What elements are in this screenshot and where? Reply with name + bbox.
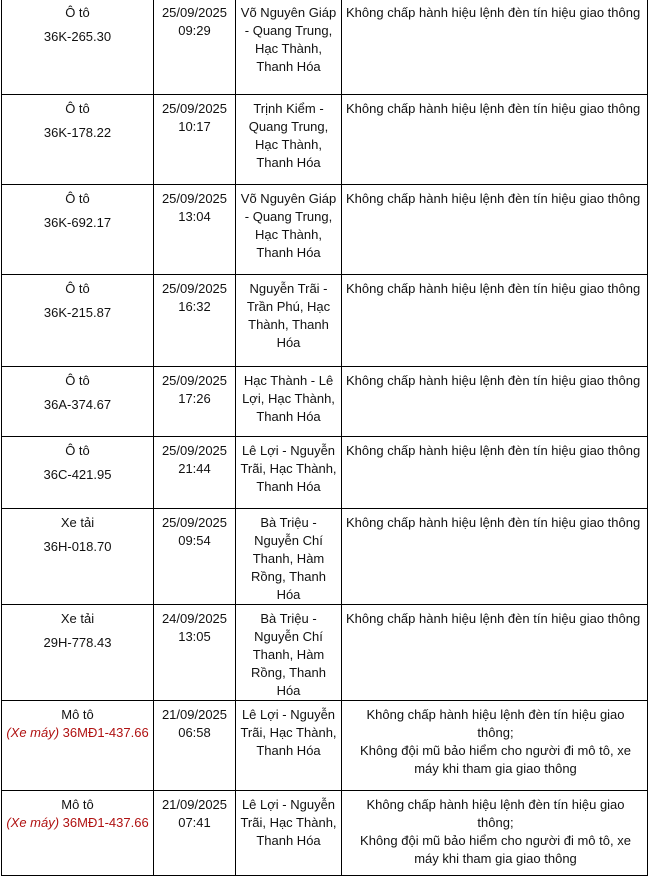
- location-line: Thanh Hóa: [256, 409, 321, 424]
- vehicle-cell: [2, 0, 154, 95]
- location-cell: [236, 367, 342, 437]
- violation-cell: [342, 367, 648, 437]
- violation-line: máy khi tham gia giao thông: [414, 851, 577, 866]
- location-line: Nguyễn Chí: [254, 629, 323, 644]
- violation-cell: [342, 437, 648, 509]
- location-line: Hạc Thành,: [255, 227, 322, 242]
- vehicle-type: Xe tải: [60, 515, 95, 530]
- location-cell: [236, 0, 342, 95]
- vehicle-cell: [2, 605, 154, 701]
- violation-line: Không chấp hành hiệu lệnh đèn tín hiệu giao thông: [346, 611, 641, 626]
- location-line: Hạc Thành - Lê: [243, 373, 334, 388]
- location-line: Thanh Hóa: [256, 833, 321, 848]
- violation-date: 24/09/2025: [161, 611, 228, 626]
- vehicle-type: Ô tô: [65, 191, 90, 206]
- location-line: Bà Triệu -: [260, 611, 317, 626]
- location-line: Thanh Hóa: [256, 743, 321, 758]
- vehicle-cell: [2, 275, 154, 367]
- vehicle-type: Ô tô: [65, 373, 90, 388]
- violation-cell: [342, 275, 648, 367]
- violation-line: Không chấp hành hiệu lệnh đèn tín hiệu giao thông: [346, 281, 641, 296]
- location-line: Lê Lợi - Nguyễn: [241, 707, 336, 722]
- violation-date: 25/09/2025: [161, 191, 228, 206]
- vehicle-type: Mô tô: [61, 797, 94, 812]
- location-line: Thanh Hóa: [256, 479, 321, 494]
- violation-line: Không chấp hành hiệu lệnh đèn tín hiệu giao: [366, 707, 625, 722]
- plate-number: [4, 724, 151, 742]
- table-row: [2, 701, 648, 791]
- location-line: Lê Lợi - Nguyễn: [241, 443, 336, 458]
- location-line: Lê Lợi - Nguyễn: [241, 797, 336, 812]
- vehicle-subtype: (Xe máy): [6, 725, 60, 740]
- location-line: Nguyễn Trãi -: [249, 281, 328, 296]
- location-cell: [236, 605, 342, 701]
- vehicle-cell: [2, 701, 154, 791]
- vehicle-type: Ô tô: [65, 443, 90, 458]
- location-cell: [236, 95, 342, 185]
- plate-number: 36K-265.30: [43, 29, 112, 44]
- location-line: Bà Triệu -: [260, 515, 317, 530]
- location-line: Trãi, Hạc Thành,: [240, 815, 337, 830]
- vehicle-type: Mô tô: [61, 707, 94, 722]
- violation-time: 17:26: [178, 391, 211, 406]
- location-line: Võ Nguyên Giáp: [240, 5, 337, 20]
- plate-number: 29H-778.43: [43, 635, 112, 650]
- violation-line: Không chấp hành hiệu lệnh đèn tín hiệu giao thông: [346, 373, 641, 388]
- location-line: Trãi, Hạc Thành,: [240, 725, 337, 740]
- violation-line: Không chấp hành hiệu lệnh đèn tín hiệu giao thông: [346, 443, 641, 458]
- location-line: Trịnh Kiểm -: [253, 101, 324, 116]
- violation-line: Không chấp hành hiệu lệnh đèn tín hiệu giao thông: [346, 515, 641, 530]
- table-row: [2, 605, 648, 701]
- location-cell: [236, 701, 342, 791]
- violation-time: 16:32: [178, 299, 211, 314]
- violation-line: thông;: [477, 815, 514, 830]
- table-row: [2, 0, 648, 95]
- datetime-cell: [154, 437, 236, 509]
- location-line: Võ Nguyên Giáp: [240, 191, 337, 206]
- violation-cell: [342, 95, 648, 185]
- violation-line: Không chấp hành hiệu lệnh đèn tín hiệu giao: [366, 797, 625, 812]
- violation-cell: [342, 605, 648, 701]
- violation-line: Không chấp hành hiệu lệnh đèn tín hiệu giao thông: [346, 5, 641, 20]
- vehicle-cell: [2, 437, 154, 509]
- violation-time: 06:58: [178, 725, 211, 740]
- location-line: Nguyễn Chí: [254, 533, 323, 548]
- violation-time: 10:17: [178, 119, 211, 134]
- vehicle-type: Ô tô: [65, 5, 90, 20]
- location-cell: [236, 509, 342, 605]
- violation-date: 25/09/2025: [161, 101, 228, 116]
- location-cell: [236, 437, 342, 509]
- plate-number: [4, 814, 151, 832]
- violation-date: 21/09/2025: [161, 797, 228, 812]
- location-line: Lợi, Hạc Thành,: [242, 391, 335, 406]
- vehicle-cell: [2, 185, 154, 275]
- violation-cell: [342, 0, 648, 95]
- table-row: [2, 509, 648, 605]
- table-row: [2, 275, 648, 367]
- datetime-cell: [154, 701, 236, 791]
- location-line: Thành, Thanh: [248, 317, 329, 332]
- vehicle-cell: [2, 95, 154, 185]
- plate-number: 36K-692.17: [43, 215, 112, 230]
- datetime-cell: [154, 509, 236, 605]
- table-row: [2, 185, 648, 275]
- datetime-cell: [154, 95, 236, 185]
- location-line: Thanh Hóa: [256, 59, 321, 74]
- plate-number: 36H-018.70: [43, 539, 112, 554]
- location-line: Rồng, Thanh Hóa: [251, 569, 326, 602]
- violation-date: 25/09/2025: [161, 373, 228, 388]
- violation-cell: [342, 509, 648, 605]
- location-line: Thanh, Hàm: [252, 647, 325, 662]
- datetime-cell: [154, 0, 236, 95]
- datetime-cell: [154, 185, 236, 275]
- violation-line: thông;: [477, 725, 514, 740]
- violation-time: 21:44: [178, 461, 211, 476]
- plate-value: 36MĐ1-437.66: [62, 815, 149, 830]
- table-row: [2, 367, 648, 437]
- location-line: - Quang Trung,: [244, 23, 333, 38]
- plate-number: 36C-421.95: [43, 467, 112, 482]
- table-row: [2, 95, 648, 185]
- plate-value: 36MĐ1-437.66: [62, 725, 149, 740]
- plate-number: 36K-178.22: [43, 125, 112, 140]
- violation-line: máy khi tham gia giao thông: [414, 761, 577, 776]
- datetime-cell: [154, 275, 236, 367]
- violation-line: Không chấp hành hiệu lệnh đèn tín hiệu giao thông: [346, 191, 641, 206]
- violations-table: [1, 0, 648, 876]
- violation-line: Không đội mũ bảo hiểm cho người đi mô tô, xe: [360, 833, 631, 848]
- location-cell: [236, 185, 342, 275]
- plate-number: 36A-374.67: [43, 397, 112, 412]
- datetime-cell: [154, 367, 236, 437]
- location-line: Thanh, Hàm: [252, 551, 325, 566]
- vehicle-type: Xe tải: [60, 611, 95, 626]
- location-line: Hạc Thành,: [255, 41, 322, 56]
- violation-date: 25/09/2025: [161, 443, 228, 458]
- violation-date: 25/09/2025: [161, 281, 228, 296]
- violation-date: 25/09/2025: [161, 515, 228, 530]
- violations-table-body: [2, 0, 648, 876]
- violation-cell: [342, 185, 648, 275]
- plate-number: 36K-215.87: [43, 305, 112, 320]
- vehicle-cell: [2, 509, 154, 605]
- vehicle-subtype: (Xe máy): [6, 815, 60, 830]
- location-line: Rồng, Thanh Hóa: [251, 665, 326, 698]
- violation-line: Không đội mũ bảo hiểm cho người đi mô tô, xe: [360, 743, 631, 758]
- location-line: Trần Phú, Hạc: [246, 299, 331, 314]
- location-line: - Quang Trung,: [244, 209, 333, 224]
- vehicle-type: Ô tô: [65, 281, 90, 296]
- vehicle-type: Ô tô: [65, 101, 90, 116]
- violation-time: 07:41: [178, 815, 211, 830]
- table-row: [2, 437, 648, 509]
- violation-time: 09:29: [178, 23, 211, 38]
- location-cell: [236, 275, 342, 367]
- location-line: Thanh Hóa: [256, 155, 321, 170]
- location-line: Hóa: [276, 335, 301, 350]
- violation-line: Không chấp hành hiệu lệnh đèn tín hiệu giao thông: [346, 101, 641, 116]
- violation-time: 09:54: [178, 533, 211, 548]
- violation-cell: [342, 701, 648, 791]
- violation-date: 25/09/2025: [161, 5, 228, 20]
- violation-time: 13:05: [178, 629, 211, 644]
- vehicle-cell: [2, 367, 154, 437]
- violation-time: 13:04: [178, 209, 211, 224]
- location-line: Hạc Thành,: [255, 137, 322, 152]
- location-line: Trãi, Hạc Thành,: [240, 461, 337, 476]
- datetime-cell: [154, 605, 236, 701]
- location-line: Thanh Hóa: [256, 245, 321, 260]
- location-line: Quang Trung,: [248, 119, 329, 134]
- violation-date: 21/09/2025: [161, 707, 228, 722]
